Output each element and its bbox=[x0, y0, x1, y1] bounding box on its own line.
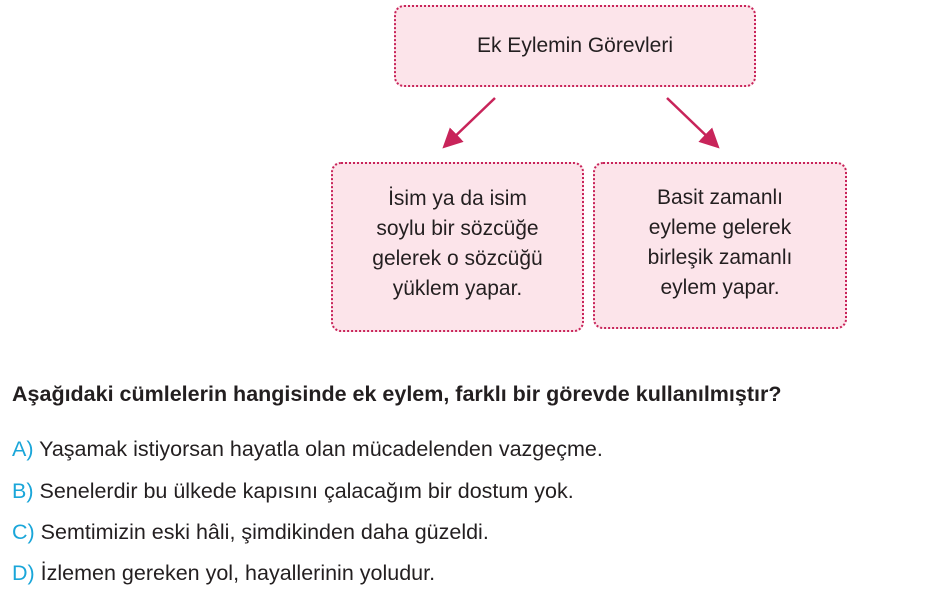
option-d-text: İzlemen gereken yol, hayallerinin yoludur. bbox=[40, 561, 436, 585]
option-b[interactable] bbox=[12, 479, 574, 504]
option-a[interactable] bbox=[12, 437, 603, 462]
option-d[interactable] bbox=[12, 561, 435, 586]
option-a-letter: A) bbox=[12, 437, 34, 461]
left-function-text: İsim ya da isim soylu bir sözcüğe gelerek o sözcüğü yüklem yapar. bbox=[372, 187, 543, 300]
arrow-right bbox=[667, 98, 716, 145]
right-function-text: Basit zamanlı eyleme gelerek birleşik zamanlı eylem yapar. bbox=[647, 185, 793, 299]
top-concept-text: Ek Eylemin Görevleri bbox=[476, 34, 674, 57]
option-d-letter: D) bbox=[12, 561, 35, 585]
option-c-text: Semtimizin eski hâli, şimdikinden daha güzeldi. bbox=[40, 520, 489, 544]
left-function-box bbox=[331, 162, 584, 332]
question-text: Aşağıdaki cümlelerin hangisinde ek eylem, farklı bir görevde kullanılmıştır? bbox=[12, 382, 782, 406]
option-b-text: Senelerdir bu ülkede kapısını çalacağım bir dostum yok. bbox=[39, 479, 574, 503]
right-function-box bbox=[593, 162, 847, 329]
option-a-text: Yaşamak istiyorsan hayatla olan mücadelenden vazgeçme. bbox=[39, 437, 603, 461]
arrow-left bbox=[446, 98, 495, 145]
option-c-letter: C) bbox=[12, 520, 35, 544]
top-concept-box bbox=[394, 5, 756, 87]
option-c[interactable] bbox=[12, 520, 489, 545]
option-b-letter: B) bbox=[12, 479, 34, 503]
